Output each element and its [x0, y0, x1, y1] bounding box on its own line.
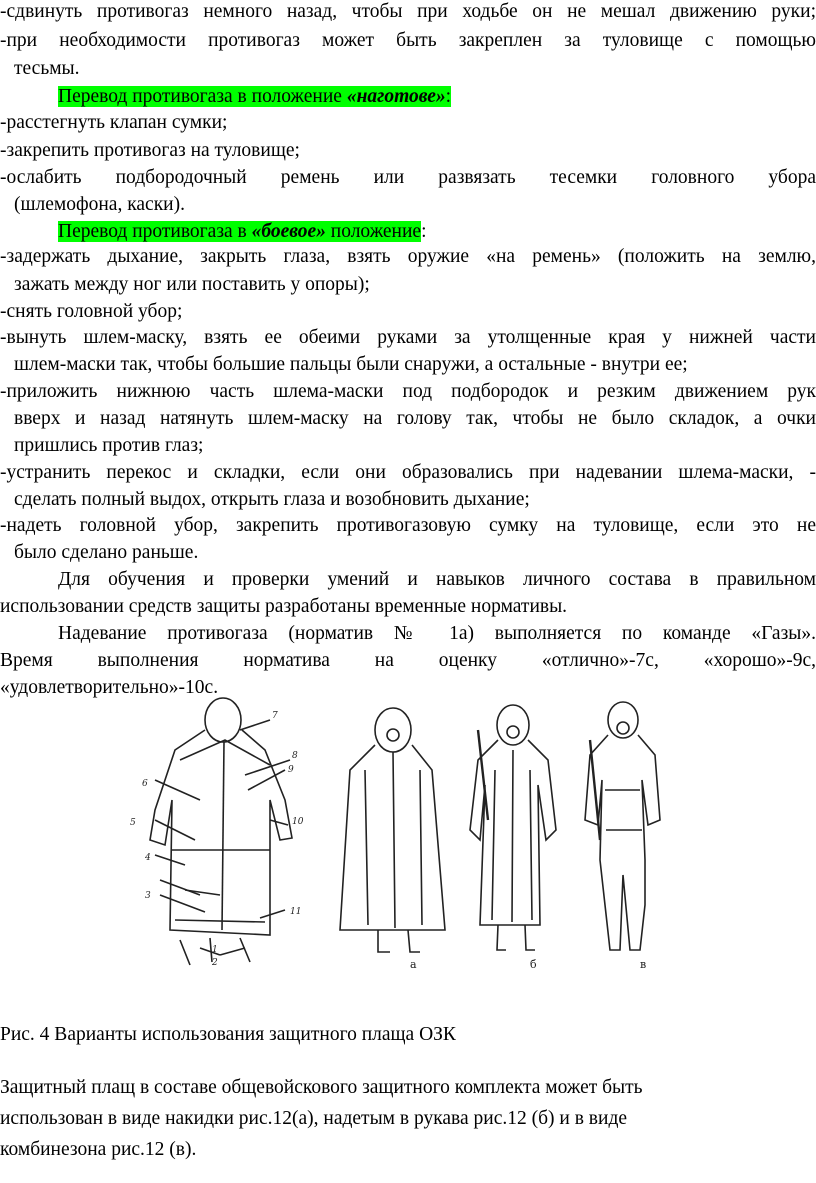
text-line: пришлись против глаз;	[14, 435, 204, 456]
text-line: -снять головной убор;	[0, 301, 183, 322]
text-line: вверх и назад натянуть шлем-маску на голову так, чтобы не было складок, а очки	[14, 408, 816, 429]
text-line: -при необходимости противогаз может быть закреплен за туловище с помощью	[0, 30, 816, 51]
variant-labels	[410, 958, 646, 971]
svg-text:8: 8	[292, 751, 298, 761]
text-line: -устранить перекос и складки, если они образовались при надевании шлема-маски, -	[0, 462, 816, 483]
soldier-coverall-variant-c	[585, 702, 660, 950]
svg-text:9: 9	[288, 765, 294, 775]
cloak-diagram	[150, 698, 292, 965]
text-line: Время выполнения норматива на оценку «отлично»-7с, «хорошо»-9с,	[0, 650, 816, 671]
text-line: -надеть головной убор, закрепить противогазовую сумку на туловище, если это не	[0, 515, 816, 536]
text-line: Надевание противогаза (норматив № 1а) выполняется по команде «Газы».	[58, 623, 816, 644]
svg-text:б: б	[530, 958, 537, 971]
text-line: Для обучения и проверки умений и навыков личного состава в правильном	[58, 569, 816, 590]
text-line: -ослабить подбородочный ремень или развязать тесемки головного убора	[0, 167, 816, 188]
svg-text:7: 7	[272, 711, 278, 721]
section-heading-combat: Перевод противогаза в «боевое» положение:	[58, 221, 427, 242]
text-line: комбинезона рис.12 (в).	[0, 1139, 197, 1160]
svg-text:5: 5	[130, 818, 136, 828]
text-line: -приложить нижнюю часть шлема-маски под подбородок и резким движением рук	[0, 381, 816, 402]
svg-text:1: 1	[212, 945, 218, 955]
text-line: зажать между ног или поставить у опоры);	[14, 274, 370, 295]
text-line: -расстегнуть клапан сумки;	[0, 112, 228, 133]
text-line: шлем-маски так, чтобы большие пальцы были снаружи, а остальные - внутри ее;	[14, 354, 688, 375]
text-line: использован в виде накидки рис.12(а), надетым в рукава рис.12 (б) и в виде	[0, 1108, 628, 1129]
text-line: использовании средств защиты разработаны временные нормативы.	[0, 596, 568, 617]
svg-text:3: 3	[145, 891, 151, 901]
text-line: -закрепить противогаз на туловище;	[0, 140, 300, 161]
text-line: (шлемофона, каски).	[14, 194, 185, 215]
ozk-cloak-illustration	[120, 690, 680, 980]
svg-text:4: 4	[145, 853, 151, 863]
soldier-cape-variant-a	[340, 708, 445, 952]
text-line: Защитный плащ в составе общевойскового защитного комплекта может быть	[0, 1077, 643, 1098]
soldier-sleeves-variant-b	[470, 705, 556, 950]
svg-text:10: 10	[292, 817, 304, 827]
svg-text:2: 2	[212, 958, 218, 968]
svg-text:11: 11	[290, 907, 302, 917]
figure-caption: Рис. 4 Варианты использования защитного плаща ОЗК	[0, 1024, 456, 1045]
callout-labels	[130, 711, 304, 968]
text-line: -вынуть шлем-маску, взять ее обеими руками за утолщенные края у нижней части	[0, 327, 816, 348]
section-heading-ready: Перевод противогаза в положение «наготове»:	[58, 86, 452, 107]
text-line: тесьмы.	[14, 58, 80, 79]
text-line: сделать полный выдох, открыть глаза и возобновить дыхание;	[14, 489, 530, 510]
ozk-cloak-figure	[120, 690, 680, 980]
text-line: «удовлетворительно»-10с.	[0, 677, 219, 698]
text-line: было сделано раньше.	[14, 542, 199, 563]
text-line: -задержать дыхание, закрыть глаза, взять оружие «на ремень» (положить на землю,	[0, 246, 816, 267]
svg-text:а: а	[410, 958, 417, 971]
svg-text:6: 6	[142, 779, 148, 789]
text-line: -сдвинуть противогаз немного назад, чтобы при ходьбе он не мешал движению руки;	[0, 1, 816, 22]
svg-text:в: в	[640, 958, 647, 971]
